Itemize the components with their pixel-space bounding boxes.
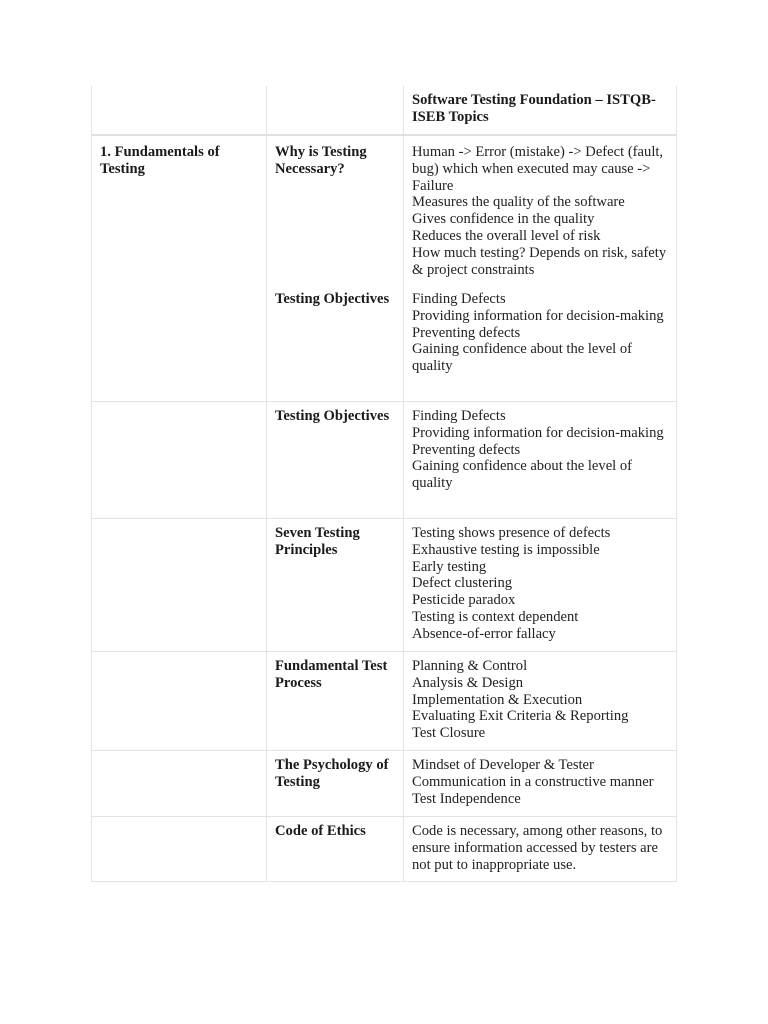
chapter-cell: 1. Fundamentals of Testing: [92, 135, 267, 285]
chapter-cell: [92, 285, 267, 402]
header-cell-2: [267, 86, 404, 135]
detail-line: Mindset of Developer & Tester: [412, 757, 594, 773]
table-row: [92, 135, 677, 285]
details-cell: [404, 751, 677, 817]
detail-line: Code is necessary, among other reasons, to ensure information accessed by testers are not put to inappropriate use.: [412, 823, 663, 873]
table-row: [92, 402, 677, 519]
table-row: [92, 285, 677, 402]
details-cell: [404, 652, 677, 751]
details-cell: [404, 402, 677, 519]
topic-cell: Fundamental Test Process: [267, 652, 404, 751]
detail-line: How much testing? Depends on risk, safety & project constraints: [412, 244, 667, 278]
detail-line: Providing information for decision-making: [412, 424, 664, 441]
detail-line: Finding Defects: [412, 408, 506, 424]
detail-line: Testing shows presence of defects: [412, 525, 611, 541]
table-row: [92, 817, 677, 882]
table-row: [92, 751, 677, 817]
detail-line: Measures the quality of the software: [412, 194, 625, 211]
topics-table: [91, 86, 677, 882]
topic-cell: The Psychology of Testing: [267, 751, 404, 817]
chapter-cell: [92, 402, 267, 519]
detail-line: Early testing: [412, 558, 487, 575]
chapter-cell: [92, 751, 267, 817]
chapter-cell: [92, 519, 267, 652]
detail-line: Communication in a constructive manner: [412, 773, 654, 790]
detail-line: Exhaustive testing is impossible: [412, 541, 600, 558]
detail-line: Preventing defects: [412, 324, 521, 341]
detail-line: Gaining confidence about the level of quality: [412, 458, 633, 492]
detail-line: Implementation & Execution: [412, 691, 583, 708]
detail-line: Preventing defects: [412, 441, 521, 458]
document-page: [91, 86, 676, 882]
chapter-cell: [92, 817, 267, 882]
detail-line: Testing is context dependent: [412, 608, 579, 625]
topic-cell: Testing Objectives: [267, 285, 404, 402]
detail-line: Finding Defects: [412, 291, 506, 307]
detail-line: Gaining confidence about the level of quality: [412, 341, 633, 375]
detail-line: Absence-of-error fallacy: [412, 625, 556, 642]
details-cell: [404, 519, 677, 652]
detail-line: Defect clustering: [412, 575, 513, 592]
detail-line: Evaluating Exit Criteria & Reporting: [412, 708, 629, 725]
detail-line: Test Independence: [412, 790, 521, 807]
topic-cell: Testing Objectives: [267, 402, 404, 519]
detail-line: Gives confidence in the quality: [412, 211, 595, 228]
table-title: Software Testing Foundation – ISTQB-ISEB Topics: [404, 86, 677, 135]
topic-cell: Why is Testing Necessary?: [267, 135, 404, 285]
detail-line: Human -> Error (mistake) -> Defect (fault, bug) which when executed may cause -> Failure: [412, 144, 664, 194]
table-header-row: [92, 86, 677, 135]
table-row: [92, 652, 677, 751]
topic-cell: Code of Ethics: [267, 817, 404, 882]
details-cell: [404, 817, 677, 882]
detail-line: Providing information for decision-making: [412, 307, 664, 324]
detail-line: Reduces the overall level of risk: [412, 227, 601, 244]
table-row: [92, 519, 677, 652]
details-cell: [404, 135, 677, 285]
detail-line: Test Closure: [412, 725, 486, 742]
topic-cell: Seven Testing Principles: [267, 519, 404, 652]
detail-line: Pesticide paradox: [412, 592, 516, 609]
details-cell: [404, 285, 677, 402]
chapter-cell: [92, 652, 267, 751]
detail-line: Analysis & Design: [412, 674, 524, 691]
header-cell-1: [92, 86, 267, 135]
detail-line: Planning & Control: [412, 658, 528, 674]
